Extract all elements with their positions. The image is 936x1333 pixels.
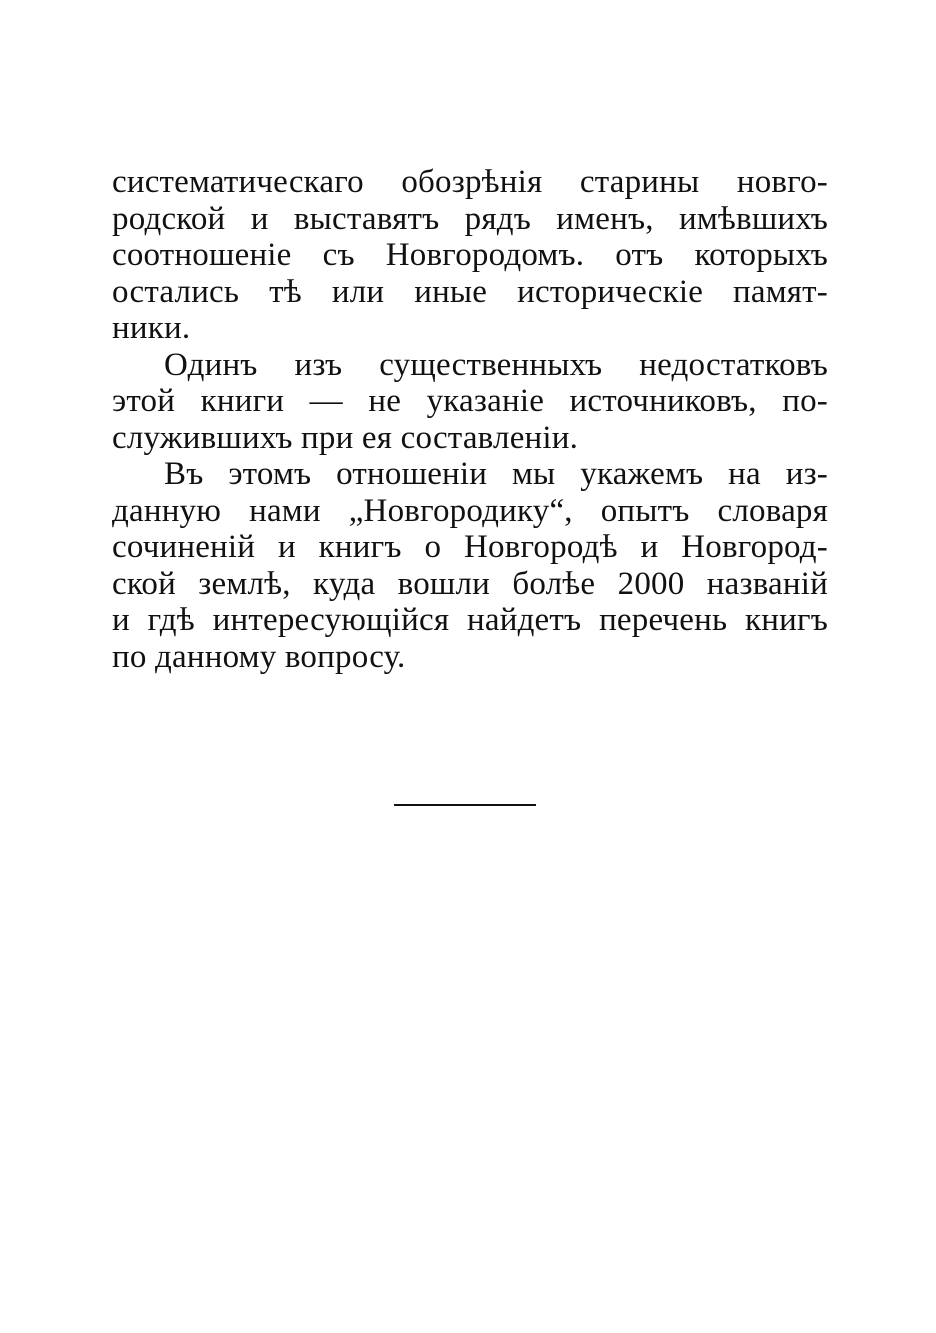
paragraph-1-line-3: соотношеніе съ Новгородомъ. отъ которыхъ [112, 237, 828, 273]
paragraph-3-line-1: Въ этомъ отношеніи мы укажемъ на из- [164, 456, 828, 492]
paragraph-3-line-2: данную нами „Новгородику“, опытъ словаря [112, 492, 828, 529]
paragraph-1-line-2: родской и выставятъ рядъ именъ, имѣвшихъ [112, 200, 828, 237]
paragraph-1-line-5: ники. [112, 310, 191, 346]
text-block [112, 164, 828, 675]
paragraph-2-line-1: Одинъ изъ существенныхъ недостатковъ [164, 346, 828, 383]
paragraph-3-line-5: и гдѣ интересующійся найдетъ перечень книгъ [112, 602, 828, 638]
paragraph-3-line-3: сочиненій и книгъ о Новгородѣ и Новгород- [112, 529, 828, 565]
paragraph-2-line-2: этой книги — не указаніе источниковъ, по- [112, 383, 828, 419]
paragraph-1-line-4: остались тѣ или иные историческіе памят- [112, 273, 828, 310]
paragraph-2-line-3: служившихъ при ея составленіи. [112, 419, 579, 456]
paragraph-3-line-4: ской землѣ, куда вошли болѣе 2000 названій [112, 565, 828, 602]
paragraph-3-line-6: по данному вопросу. [112, 638, 406, 675]
section-divider [394, 804, 536, 806]
paragraph-1-line-1: систематическаго обозрѣнія старины новго- [112, 164, 828, 200]
